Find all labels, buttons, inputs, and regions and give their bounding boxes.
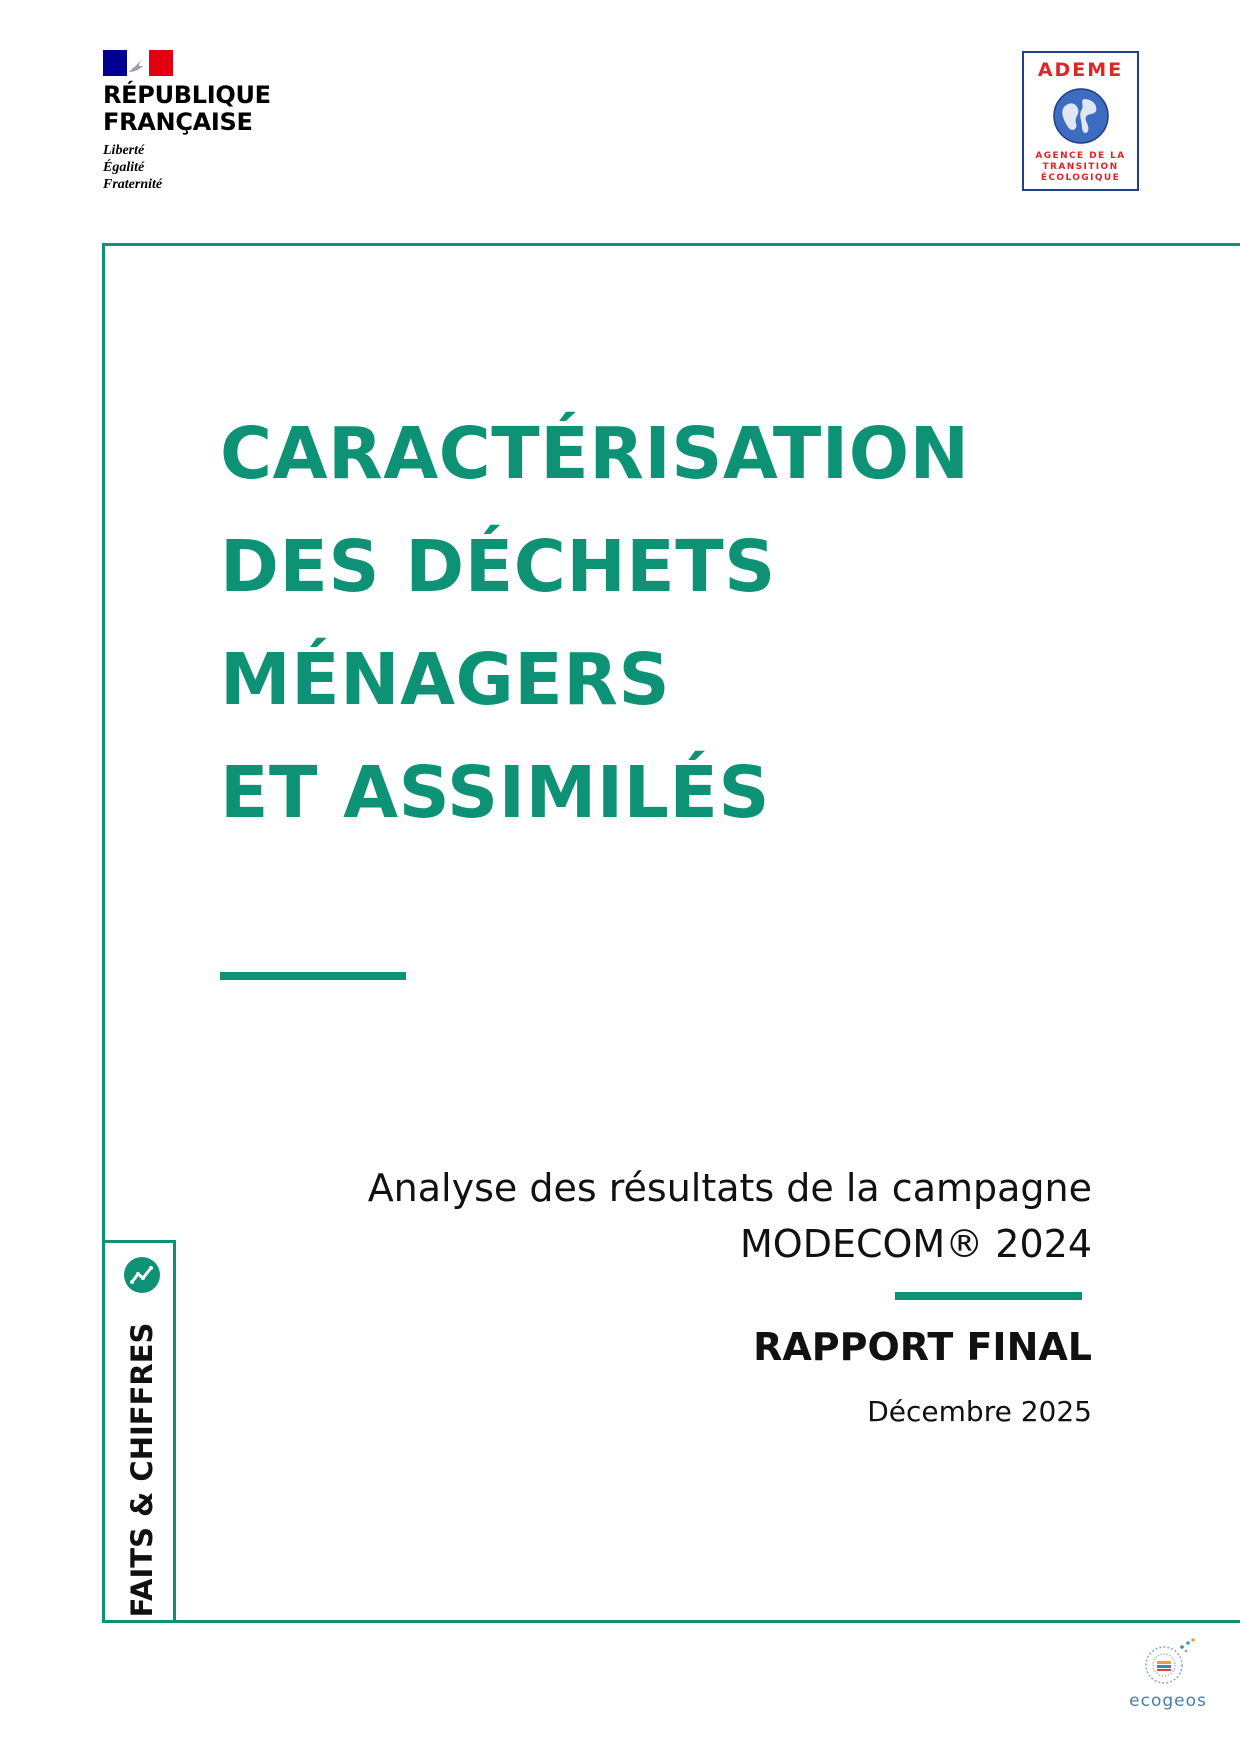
republique-motto (103, 142, 303, 193)
subtitle-line-1: Analyse des résultats de la campagne (367, 1166, 1092, 1210)
motto-fraternite: Fraternité (103, 177, 163, 192)
ademe-subtitle-line2: TRANSITION (1042, 162, 1119, 172)
faits-chiffres-label: FAITS & CHIFFRES (125, 1322, 159, 1618)
ademe-subtitle-line1: AGENCE DE LA (1035, 151, 1126, 161)
report-type: RAPPORT FINAL (753, 1325, 1092, 1369)
cover-subtitle (368, 1160, 1092, 1272)
globe-icon (1052, 87, 1110, 145)
motto-liberte: Liberté (103, 143, 145, 158)
ademe-logo (1022, 51, 1139, 191)
title-line-4: ET ASSIMILÉS (220, 751, 771, 834)
faits-chiffres-tab (102, 1240, 176, 1623)
subtitle-line-2: MODECOM® 2024 (740, 1222, 1092, 1266)
ademe-subtitle (1024, 151, 1137, 184)
title-divider (220, 972, 406, 980)
ecogeos-emblem-icon (1138, 1637, 1198, 1689)
title-line-2: DES DÉCHETS (220, 525, 776, 608)
french-flag-icon (103, 50, 173, 76)
cover-title (220, 397, 1120, 849)
republique-francaise-name (103, 82, 303, 136)
ademe-name: ADEME (1037, 59, 1124, 81)
title-line-3: MÉNAGERS (220, 638, 671, 721)
ecogeos-name: ecogeos (1129, 1691, 1207, 1711)
rf-name-line2: FRANÇAISE (103, 108, 253, 136)
report-date: Décembre 2025 (867, 1395, 1092, 1428)
motto-egalite: Égalité (103, 160, 145, 175)
title-line-1: CARACTÉRISATION (220, 412, 970, 495)
subtitle-divider (895, 1292, 1082, 1300)
trend-chart-icon (124, 1257, 160, 1293)
ademe-subtitle-line3: ÉCOLOGIQUE (1040, 173, 1121, 183)
rf-name-line1: RÉPUBLIQUE (103, 81, 271, 109)
republique-francaise-logo (103, 50, 303, 193)
ecogeos-logo (1120, 1637, 1216, 1711)
